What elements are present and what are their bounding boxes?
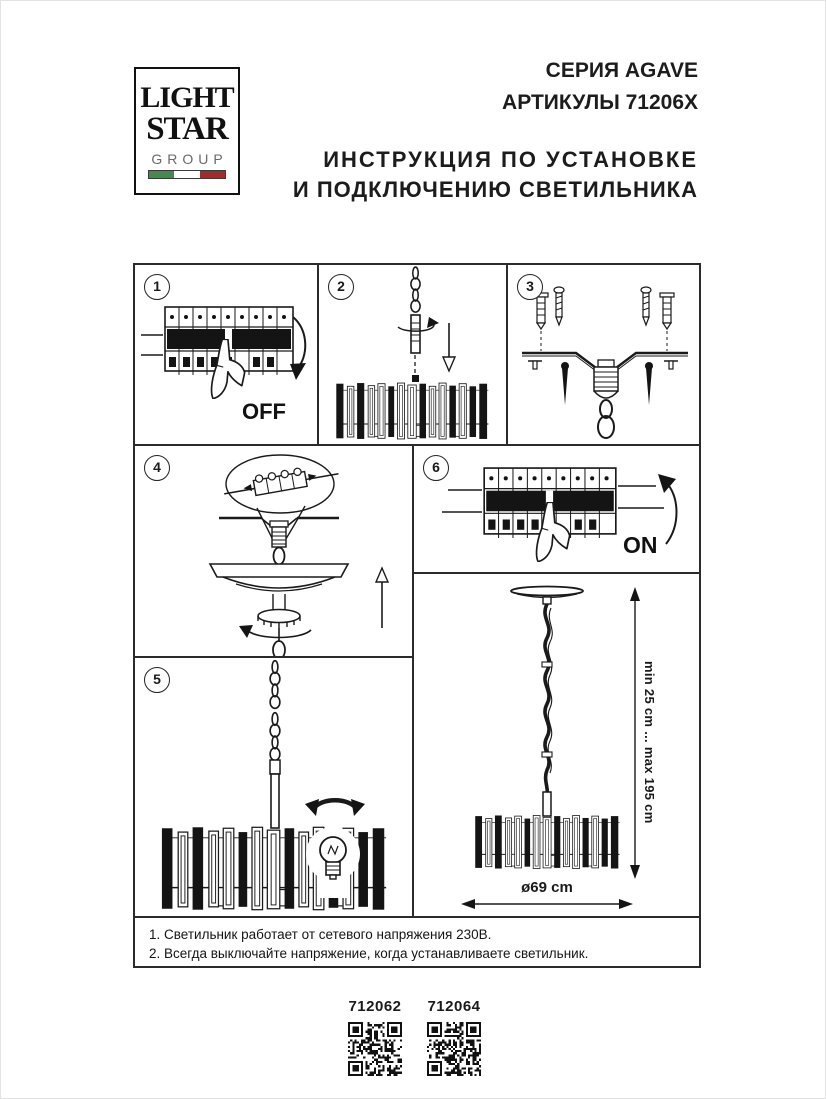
crystal-shade-icon	[336, 383, 488, 439]
step-1-panel	[133, 263, 319, 446]
ceiling-canopy-icon	[511, 587, 583, 605]
logo-word-star: STAR	[146, 111, 228, 147]
logo-word-group: GROUP	[151, 151, 228, 167]
screw-icon	[554, 287, 564, 325]
step-5-number: 5	[144, 667, 170, 693]
insert-bulb-diagram	[135, 658, 412, 916]
doc-title-line2: И ПОДКЛЮЧЕНИЮ СВЕТИЛЬНИКА	[292, 177, 698, 202]
instruction-grid	[133, 263, 701, 968]
assembled-fixture-panel	[412, 572, 701, 918]
twisted-chain-icon	[542, 604, 552, 816]
step-1-number: 1	[144, 274, 170, 300]
note-line-1: 1. Светильник работает от сетевого напряжения 230В.	[149, 927, 492, 942]
step-3-panel	[506, 263, 701, 446]
step-5-panel	[133, 656, 414, 918]
chain-icon	[411, 267, 420, 312]
doc-title-line1: ИНСТРУКЦИЯ ПО УСТАНОВКЕ	[323, 147, 698, 172]
step-2-panel	[317, 263, 508, 446]
connector-icon	[270, 760, 280, 774]
note-line-2: 2. Всегда выключайте напряжение, когда устанавливаете светильник.	[149, 946, 589, 961]
qr-code-icon	[348, 1022, 402, 1076]
step-3-number: 3	[517, 274, 543, 300]
article-code-712062: 712062	[348, 998, 402, 1015]
height-dimension-arrow	[630, 587, 640, 879]
threaded-nipple-icon	[272, 527, 286, 547]
threaded-rod-icon	[411, 315, 420, 353]
hex-nut-icon	[270, 521, 288, 527]
rod-icon	[271, 774, 279, 828]
lightstar-logo	[134, 67, 240, 195]
qr-code-icon	[427, 1022, 481, 1076]
articles-title: АРТИКУЛЫ 71206X	[502, 91, 698, 114]
step-2-number: 2	[328, 274, 354, 300]
chain-link-icon	[274, 548, 285, 565]
crystal-shade-icon	[475, 815, 619, 868]
off-label: OFF	[242, 399, 286, 424]
notes-box	[133, 916, 701, 968]
hex-nut-icon	[598, 360, 614, 367]
lock-ring-icon	[258, 610, 300, 629]
step-6-panel	[412, 444, 701, 574]
logo-word-light: LIGHT	[140, 81, 234, 114]
hanging-height-label: min 25 cm ... max 195 cm	[642, 660, 657, 824]
article-code-712064: 712064	[427, 998, 481, 1015]
threaded-sleeve-icon	[594, 367, 618, 398]
diameter-dimension-arrow	[461, 899, 633, 909]
terminal-block-icon	[222, 461, 340, 500]
up-arrow-icon	[376, 568, 388, 628]
wiring-canopy-diagram	[135, 446, 412, 656]
step-4-panel	[133, 444, 414, 658]
canopy-icon	[210, 564, 348, 591]
rod-icon	[543, 792, 551, 816]
rotate-arrow-icon	[305, 799, 365, 816]
series-title: СЕРИЯ AGAVE	[545, 59, 698, 82]
screw-icon	[641, 287, 651, 325]
chain-link-icon	[273, 641, 285, 656]
italian-flag-stripe	[148, 170, 226, 179]
arrow-up-curve-icon	[666, 482, 677, 544]
wall-plug-icon	[660, 293, 674, 329]
step-6-number: 6	[423, 455, 449, 481]
chain-icon	[270, 661, 280, 709]
step-4-number: 4	[144, 455, 170, 481]
on-label: ON	[623, 532, 658, 558]
arrow-down-curve-icon	[293, 317, 305, 367]
diameter-label: ø69 cm	[521, 879, 573, 896]
chain-icon	[270, 713, 280, 761]
chain-link-icon	[598, 416, 614, 438]
